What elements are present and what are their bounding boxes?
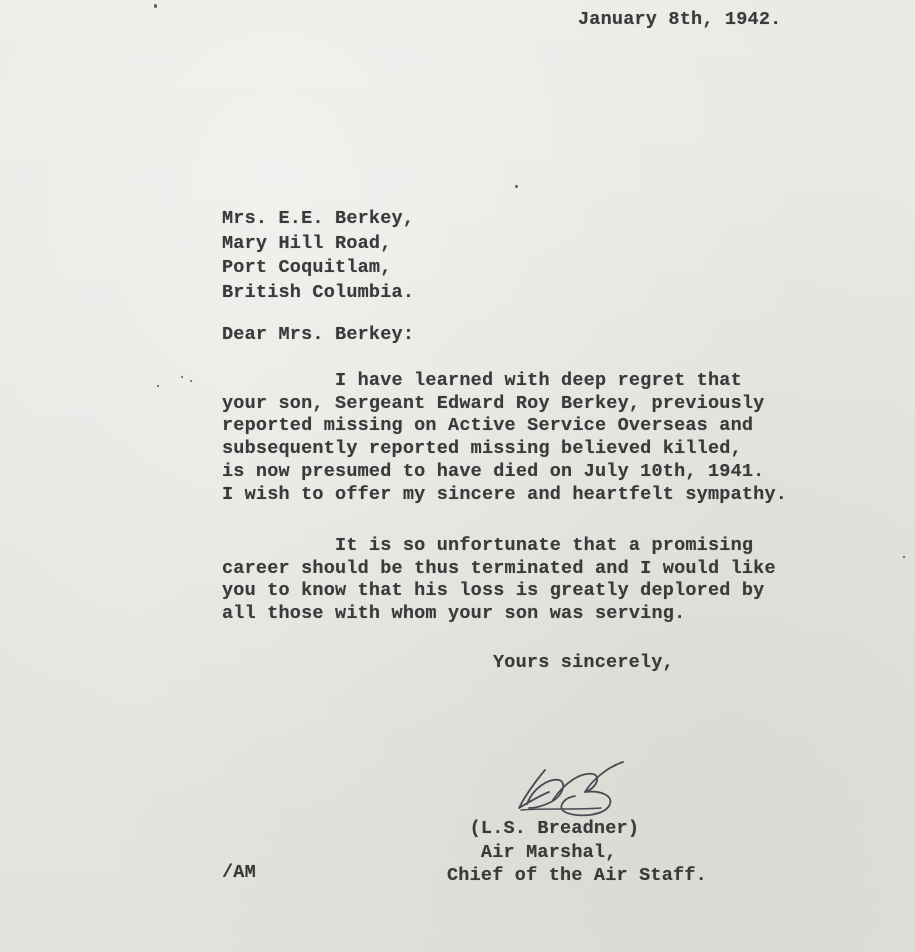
paragraph-line: your son, Sergeant Edward Roy Berkey, previously: [222, 392, 765, 414]
paragraph-line: is now presumed to have died on July 10th, 1941.: [222, 460, 765, 482]
paragraph-line: It is so unfortunate that a promising: [222, 535, 754, 556]
letter-date: January 8th, 1942.: [578, 9, 782, 30]
paragraph-line: career should be thus terminated and I would like: [222, 557, 776, 579]
signatory-title: Chief of the Air Staff.: [447, 865, 707, 886]
paragraph-line: subsequently reported missing believed killed,: [222, 438, 742, 460]
paper-speck: [181, 376, 183, 378]
paragraph-line: you to know that his loss is greatly deplored by: [222, 580, 765, 601]
paper-speck: [515, 185, 518, 188]
paragraph-line: I wish to offer my sincere and heartfelt sympathy.: [222, 483, 788, 505]
signatory-name: (L.S. Breadner): [447, 818, 640, 839]
paragraph-line: all those with whom your son was serving.: [222, 602, 686, 624]
paper-speck: [154, 4, 157, 8]
paper-speck: [190, 380, 192, 382]
address-line: British Columbia.: [222, 281, 415, 303]
paragraph-line: reported missing on Active Service Overseas and: [222, 415, 754, 437]
body-paragraph-2: [222, 535, 776, 625]
paragraph-line: I have learned with deep regret that: [222, 370, 742, 391]
address-line: Mrs. E.E. Berkey,: [222, 208, 415, 229]
recipient-address: [222, 207, 414, 305]
paper-speck: [903, 556, 905, 558]
address-line: Mary Hill Road,: [222, 232, 392, 254]
complimentary-closing: Yours sincerely,: [493, 652, 674, 673]
typist-initials: /AM: [222, 862, 256, 883]
paper-speck: [157, 385, 159, 387]
salutation: Dear Mrs. Berkey:: [222, 324, 415, 345]
body-paragraph-1: [222, 370, 787, 506]
handwritten-signature: [505, 752, 640, 824]
address-line: Port Coquitlam,: [222, 257, 392, 278]
signature-block: [447, 817, 707, 888]
signatory-rank: Air Marshal,: [447, 841, 617, 863]
